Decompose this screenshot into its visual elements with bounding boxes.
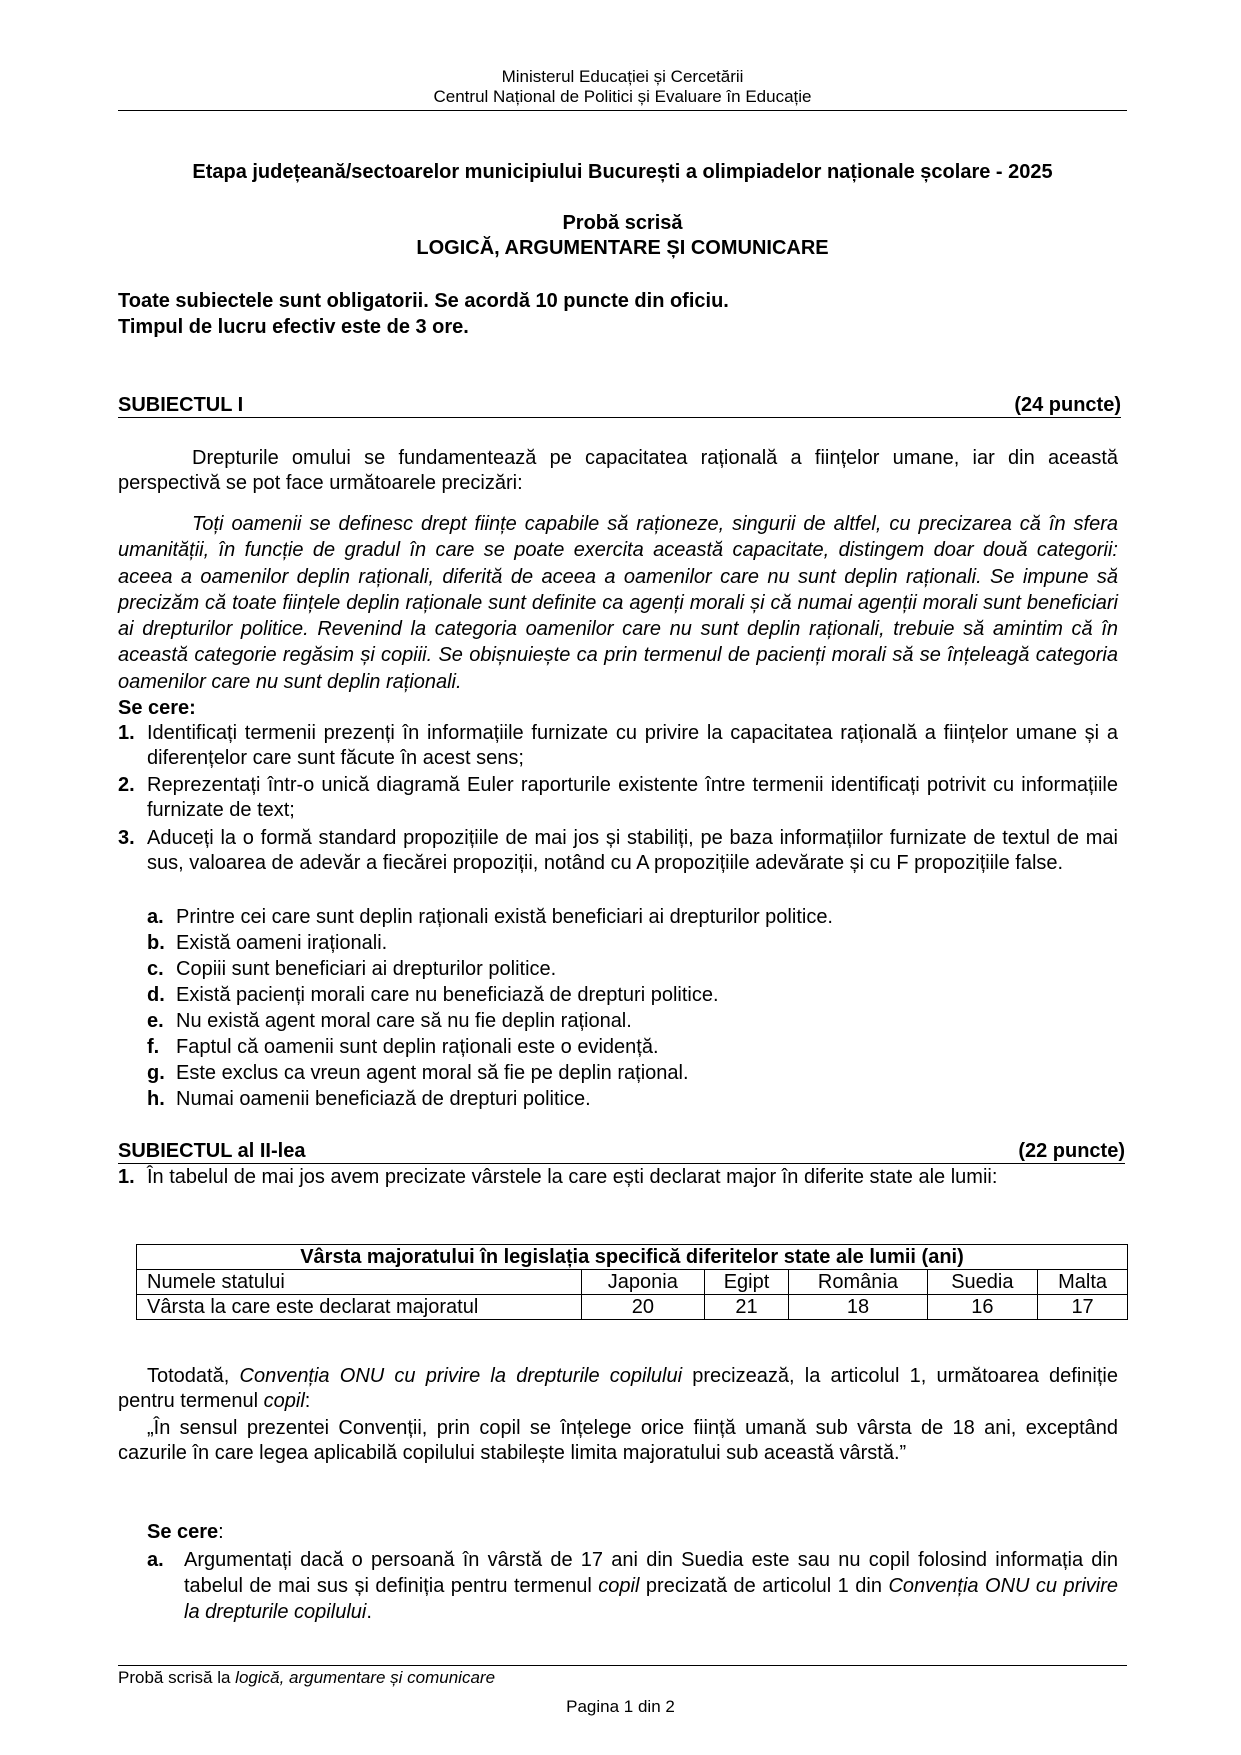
country-egipt: Egipt — [704, 1270, 789, 1295]
page-number: Pagina 1 din 2 — [566, 1697, 675, 1716]
task-a-t3: precizată de articolul 1 din — [639, 1575, 889, 1597]
instructions-line1: Toate subiectele sunt obligatorii. Se acordă 10 puncte din oficiu. — [118, 290, 729, 312]
q1-text: În tabelul de mai jos avem precizate vârstele la care ești declarat major în diferite state ale lumii: — [147, 1166, 998, 1188]
prop-a-text: Printre cei care sunt deplin raționali există beneficiari ai drepturilor politice. — [176, 906, 833, 928]
country-malta: Malta — [1038, 1270, 1128, 1295]
header-rule — [118, 110, 1127, 111]
age-suedia: 16 — [927, 1295, 1038, 1320]
prop-e-text: Nu există agent moral care să nu fie deplin rațional. — [176, 1010, 632, 1032]
country-suedia: Suedia — [927, 1270, 1038, 1295]
footer-left-a: Probă scrisă la — [118, 1668, 236, 1687]
task-a-convention: Convenția ONU cu privire la drepturile copilului — [184, 1575, 1118, 1623]
task1-text: Identificați termenii prezenți în informațiile furnizate cu privire la capacitatea rațională a ființelor umane și a diferențelor care sunt făcute în acest sens; — [147, 722, 1118, 769]
instructions-line2: Timpul de lucru efectiv este de 3 ore. — [118, 316, 469, 338]
country-romania: România — [789, 1270, 927, 1295]
task3-text: Aduceți la o formă standard propozițiile de mai jos și stabiliți, pe baza informațiilor furnizate de textul de mai sus, valoarea de adevăr a fiecărei propoziții, notând cu A propozițiile adevărate și cu F propozițiile false. — [147, 827, 1118, 874]
country-japonia: Japonia — [582, 1270, 705, 1295]
center-name: Centrul Național de Politici și Evaluare în Educație — [433, 87, 812, 106]
convention-name: Convenția ONU cu privire la drepturile copilului — [239, 1365, 683, 1387]
majority-age-table — [136, 1244, 1128, 1320]
exam-type-title: Probă scrisă — [562, 212, 683, 234]
subject2-label: SUBIECTUL al II-lea — [118, 1140, 306, 1162]
subject1-se-cere: Se cere: — [118, 697, 196, 719]
convention-paragraph — [118, 1364, 1118, 1414]
convention-quote: „În sensul prezentei Convenții, prin copil se înțelege orice ființă umană sub vârsta de 18 ani, exceptând cazurile în care legea aplicabilă copilului stabilește limita majoratului sub această vârstă.” — [118, 1417, 1118, 1464]
task2-text: Reprezentați într-o unică diagramă Euler raporturile existente între termenii identificați potrivit cu informațiile furnizate de text; — [147, 774, 1118, 821]
age-japonia: 20 — [582, 1295, 705, 1320]
footer-rule — [118, 1665, 1127, 1666]
prop-a-letter: a. — [147, 906, 164, 928]
subject2-se-cere — [147, 1520, 224, 1545]
prop-c-text: Copiii sunt beneficiari ai drepturilor politice. — [176, 958, 557, 980]
prop-h-letter: h. — [147, 1088, 165, 1110]
subject1-heading — [118, 393, 1121, 417]
prop-f-letter: f. — [147, 1036, 160, 1058]
task-a-t1: Argumentați dacă o persoană în vârstă de 17 ani din Suedia este sau nu copil folosind informația din tabelul de mai sus și definiția pentru termenul — [184, 1549, 1118, 1597]
subject1-label: SUBIECTUL I — [118, 394, 244, 416]
prop-b-text: Există oameni iraționali. — [176, 932, 388, 954]
age-malta: 17 — [1038, 1295, 1128, 1320]
age-romania: 18 — [789, 1295, 927, 1320]
prop-c-letter: c. — [147, 958, 164, 980]
task-a-copil: copil — [598, 1575, 640, 1597]
subject1-points: (24 puncte) — [1014, 394, 1121, 416]
table-caption: Vârsta majoratului în legislația specifică diferitelor state ale lumii (ani) — [137, 1245, 1128, 1270]
prop-b-letter: b. — [147, 932, 165, 954]
convention-p-e: : — [304, 1390, 311, 1412]
se-cere-colon: : — [218, 1521, 224, 1543]
prop-g-text: Este exclus ca vreun agent moral să fie pe deplin rațional. — [176, 1062, 689, 1084]
convention-p-c: precizează, la articolul 1, următoarea definiție pentru termenul — [118, 1365, 1118, 1412]
convention-p-a: Totodată, — [147, 1365, 240, 1387]
footer-left — [118, 1668, 495, 1688]
q1-number: 1. — [118, 1166, 135, 1188]
table-row-ages — [137, 1295, 1128, 1320]
age-egipt: 21 — [704, 1295, 789, 1320]
subject2-points: (22 puncte) — [1018, 1140, 1125, 1162]
subject1-underline — [118, 417, 1121, 418]
exam-stage-title: Etapa județeană/sectoarelor municipiului București a olimpiadelor naționale școlare - 2025 — [192, 161, 1053, 183]
prop-f-text: Faptul că oamenii sunt deplin raționali este o evidență. — [176, 1036, 659, 1058]
prop-d-text: Există pacienți morali care nu beneficiază de drepturi politice. — [176, 984, 719, 1006]
task-a-t5: . — [366, 1601, 372, 1623]
prop-h-text: Numai oamenii beneficiază de drepturi politice. — [176, 1088, 591, 1110]
subject1-quote: Toți oamenii se definesc drept ființe capabile să raționeze, singurii de altfel, cu precizarea că în sfera umanității, în funcție de gradul în care se poate exercita această capacitate, distingem doar două categorii: aceea a oamenilor deplin raționali, diferită de aceea a oamenilor care nu sunt deplin raționali. Se impune să precizăm că toate ființele deplin raționale sunt definite ca agenți morali și că numai agenții morali sunt beneficiari ai drepturilor politice. Revenind la categoria oamenilor care nu sunt deplin raționali, trebuie să amintim că în această categorie regăsim și copiii. Se obișnuiește ca prin termenul de pacienți morali să se înțeleagă categoria oamenilor care nu sunt deplin raționali. — [118, 513, 1118, 693]
row1-label: Numele statului — [137, 1270, 582, 1295]
se-cere-label: Se cere — [147, 1521, 219, 1543]
task-a-letter: a. — [147, 1549, 164, 1571]
task1-number: 1. — [118, 722, 135, 744]
subject2-underline — [118, 1163, 1125, 1164]
subject-title: LOGICĂ, ARGUMENTARE ȘI COMUNICARE — [416, 237, 829, 259]
row2-label: Vârsta la care este declarat majoratul — [137, 1295, 582, 1320]
table-caption-row — [137, 1245, 1128, 1270]
prop-e-letter: e. — [147, 1010, 164, 1032]
task-a-text — [184, 1547, 1118, 1625]
table-row-countries — [137, 1270, 1128, 1295]
footer-left-subject: logică, argumentare și comunicare — [235, 1668, 496, 1687]
subject1-intro: Drepturile omului se fundamentează pe capacitatea rațională a ființelor umane, iar din această perspectivă se pot face următoarele precizări: — [118, 447, 1118, 494]
subject2-heading — [118, 1139, 1125, 1163]
term-copil: copil — [263, 1390, 305, 1412]
task3-number: 3. — [118, 827, 135, 849]
task2-number: 2. — [118, 774, 135, 796]
prop-d-letter: d. — [147, 984, 165, 1006]
prop-g-letter: g. — [147, 1062, 165, 1084]
ministry-name: Ministerul Educației și Cercetării — [501, 67, 744, 86]
